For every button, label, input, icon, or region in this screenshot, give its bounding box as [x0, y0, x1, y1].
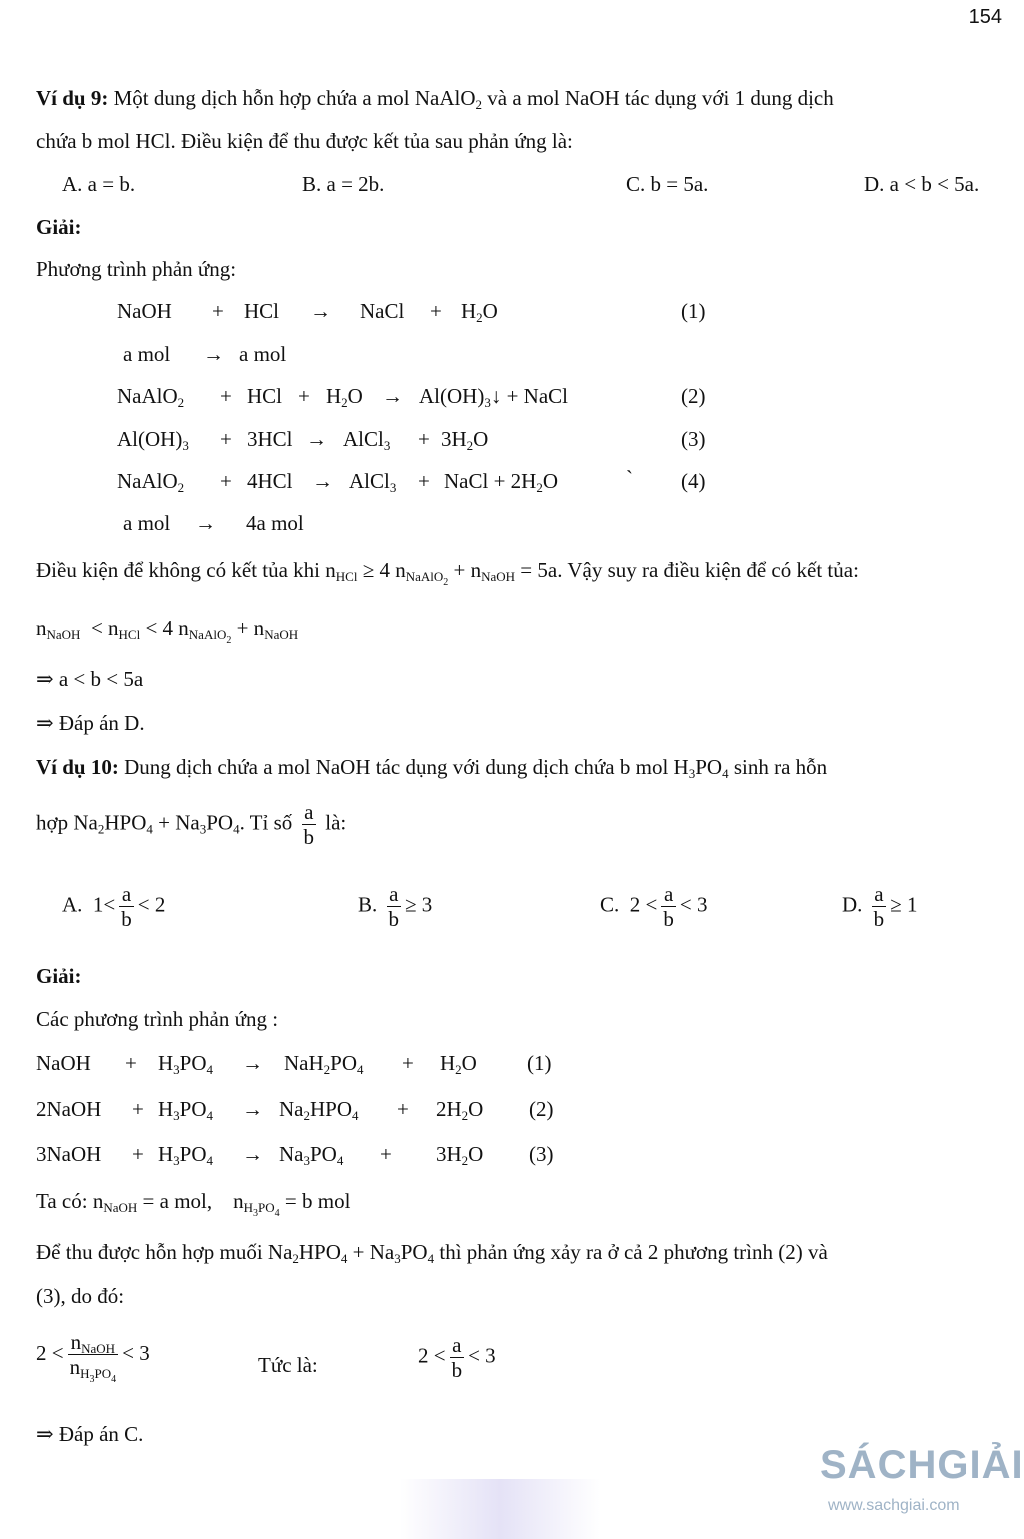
- ex9-option-c: C. b = 5a.: [626, 172, 709, 196]
- ex10-option-c: C. 2 < $\frac{a}{b}$ < 3: [600, 882, 708, 931]
- ex10-reaction-heading: Các phương trình phản ứng :: [36, 1007, 279, 1031]
- ex10-label: Ví dụ 10:: [36, 755, 119, 779]
- decorative-background: [400, 1479, 600, 1539]
- ex10-ratio-inequality: 2 < $\frac{n_{NaOH}}{n_{H_3PO_4}}$ < 3: [36, 1330, 150, 1385]
- watermark-logo: [806, 1439, 1024, 1529]
- ex9-inequality: $n_{NaOH} < n_{HCl} < 4$ $n_{NaAlO_2} + n_{NaOH}$: [36, 616, 299, 646]
- ex10-answer: ⇒ Đáp án C.: [36, 1422, 144, 1446]
- ex9-intro-line1: Ví dụ 9: Một dung dịch hỗn hợp chứa a mol NaAlO$_2$ và a mol NaOH tác dụng với 1 dung dịch: [36, 86, 834, 112]
- watermark-brand: SÁCHGIẢI: [820, 1443, 1024, 1487]
- ex9-reaction-heading: Phương trình phản ứng:: [36, 257, 237, 281]
- ex9-intro-line2: chứa b mol HCl. Điều kiện để thu được kết tủa sau phản ứng là:: [36, 129, 573, 153]
- ex9-option-d: D. a < b < 5a.: [864, 172, 980, 196]
- ex9-result: ⇒ a < b < 5a: [36, 667, 144, 691]
- ex9-option-b: B. a = 2b.: [302, 172, 385, 196]
- ex10-ratio-simple: 2 < $\frac{a}{b}$ < 3: [418, 1333, 496, 1382]
- ex9-condition-line: Điều kiện để không có kết tủa khi $n_{HCl} \ge 4$ $n_{NaAlO_2} + n_{NaOH} = 5a$. Vậy suy ra điều kiện để có kết tủa:: [36, 558, 859, 588]
- ex9-label: Ví dụ 9:: [36, 86, 109, 110]
- ex10-tucla: Tức là:: [258, 1353, 318, 1377]
- ex10-intro-line1: Ví dụ 10: Dung dịch chứa a mol NaOH tác dụng với dung dịch chứa b mol $H_3PO_4$ sinh ra hỗn: [36, 755, 828, 781]
- ex9-answer: ⇒ Đáp án D.: [36, 711, 145, 735]
- ex10-explain-line2: (3), do đó:: [36, 1284, 125, 1308]
- ex10-solution-label: Giải:: [36, 964, 82, 988]
- ex9-solution-label: Giải:: [36, 215, 82, 239]
- ex10-explain-line1: Để thu được hỗn hợp muối $Na_2HPO_4 + Na_3PO_4$ thì phản ứng xảy ra ở cả 2 phương trình (2) và: [36, 1240, 828, 1266]
- ex10-intro-line2: hợp $Na_2HPO_4 + Na_3PO_4$. Tỉ số $\frac{a}{b}$ là:: [36, 800, 347, 849]
- ex10-option-d: D. $\frac{a}{b}$ ≥ 1: [842, 882, 918, 931]
- ex9-option-a: A. a = b.: [62, 172, 136, 196]
- ex10-option-b: B. $\frac{a}{b}$ ≥ 3: [358, 882, 433, 931]
- page-number: 154: [968, 6, 1002, 28]
- ex10-option-a: A. 1< $\frac{a}{b}$ < 2: [62, 882, 166, 931]
- ex10-taco-line: Ta có: $n_{NaOH} = a$ mol, $n_{H_3PO_4} = b$ mol: [36, 1189, 351, 1219]
- watermark-url: www.sachgiai.com: [828, 1497, 960, 1514]
